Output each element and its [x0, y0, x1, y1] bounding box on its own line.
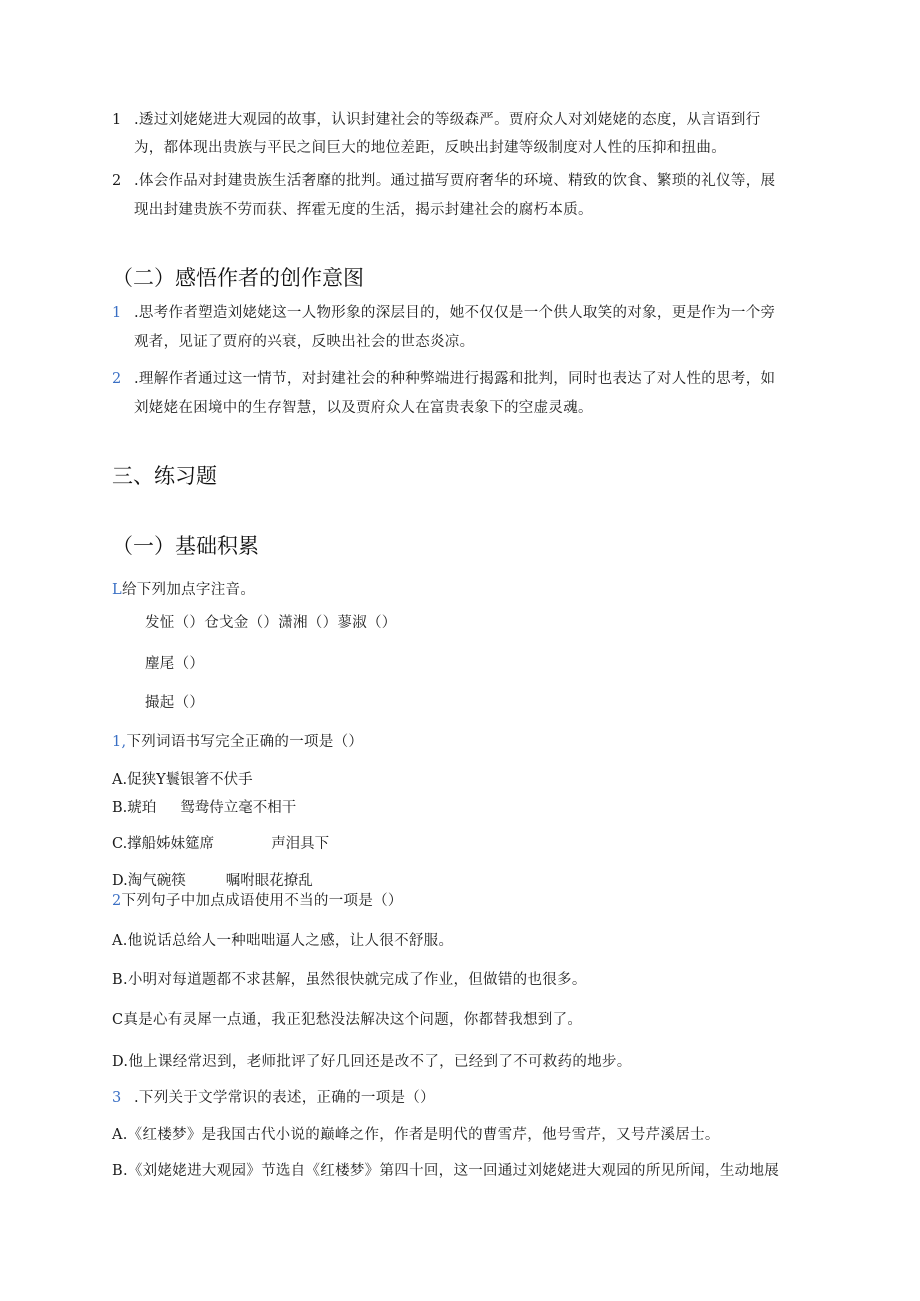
list-item	[112, 166, 775, 196]
question-number: 2	[112, 893, 122, 909]
list-text: .体会作品对封建贵族生活奢靡的批判。通过描写贾府奢华的环境、精致的饮食、繁琐的礼仪等，展	[134, 173, 776, 189]
option-b: B.小明对每道题都不求甚解，虽然很快就完成了作业，但做错的也很多。	[112, 972, 587, 988]
option-a: A.促狭Y鬟银箸不伏手	[112, 772, 253, 788]
list-number: 2	[112, 371, 122, 387]
list-item	[112, 364, 775, 394]
option-b: B.《刘姥姥进大观园》节选自《红楼梦》第四十回，这一回通过刘姥姥进大观园的所见所闻，生动地展	[112, 1163, 780, 1179]
question-text: 下列词语书写完全正确的一项是（）	[126, 734, 364, 750]
question	[112, 575, 255, 605]
section-heading: （二）感悟作者的创作意图	[112, 266, 364, 290]
list-text-cont: 刘姥姥在困境中的生存智慧，以及贾府众人在富贵表象下的空虚灵魂。	[134, 400, 593, 416]
question-number: L	[112, 582, 122, 598]
list-text: .透过刘姥姥进大观园的故事，认识封建社会的等级森严。贾府众人对刘姥姥的态度，从言语到行	[134, 112, 761, 128]
pinyin-row: 撮起（）	[145, 695, 205, 711]
section-heading: （一）基础积累	[112, 534, 259, 558]
option-d: D.他上课经常迟到，老师批评了好几回还是改不了，已经到了不可救药的地步。	[112, 1054, 632, 1070]
list-number: 2	[112, 173, 122, 189]
list-number: 1	[112, 305, 122, 321]
list-text-cont: 观者，见证了贾府的兴衰，反映出社会的世态炎凉。	[134, 334, 475, 350]
list-text: .理解作者通过这一情节，对封建社会的种种弊端进行揭露和批判，同时也表达了对人性的思考，如	[134, 371, 776, 387]
option-c: C真是心有灵犀一点通，我正犯愁没法解决这个问题，你都替我想到了。	[112, 1012, 583, 1028]
option-b	[112, 796, 296, 820]
option-c-part1: C.撑船姊妹筵席	[112, 836, 215, 852]
option-d-part2: 嘱咐眼花撩乱	[225, 873, 313, 889]
option-b-part2: 鸳鸯侍立毫不相干	[180, 800, 297, 816]
question	[112, 1083, 435, 1113]
question-number: 3	[112, 1090, 122, 1106]
option-b-part1: B.琥珀	[112, 800, 157, 816]
list-number: 1	[112, 112, 122, 128]
pinyin-row: 麈尾（）	[145, 656, 205, 672]
question-text: 给下列加点字注音。	[121, 582, 256, 598]
question-number: 1,	[112, 734, 127, 750]
option-a: A.他说话总给人一种咄咄逼人之感，让人很不舒服。	[112, 933, 454, 949]
option-a: A.《红楼梦》是我国古代小说的巅峰之作，作者是明代的曹雪芹，他号雪芹，又号芹溪居士。	[112, 1127, 720, 1143]
page-title: 三、练习题	[112, 464, 217, 488]
option-c-part2: 声泪具下	[271, 836, 330, 852]
list-text-cont: 为，都体现出贵族与平民之间巨大的地位差距，反映出封建等级制度对人性的压抑和扭曲。	[134, 140, 726, 156]
list-item	[112, 105, 761, 135]
question-text: 下列句子中加点成语使用不当的一项是（）	[121, 893, 403, 909]
list-text-cont: 现出封建贵族不劳而获、挥霍无度的生活，揭示封建社会的腐朽本质。	[134, 202, 593, 218]
list-item	[112, 298, 775, 328]
question	[112, 727, 363, 757]
question-text: .下列关于文学常识的表述，正确的一项是（）	[134, 1090, 435, 1106]
option-c	[112, 832, 329, 856]
question	[112, 886, 403, 916]
list-text: .思考作者塑造刘姥姥这一人物形象的深层目的，她不仅仅是一个供人取笑的对象，更是作为一个旁	[134, 305, 776, 321]
pinyin-row: 发怔（）仓戈金（）潇湘（）蓼淑（）	[145, 615, 397, 631]
option-d-part1: D.淘气碗筷	[112, 873, 186, 889]
